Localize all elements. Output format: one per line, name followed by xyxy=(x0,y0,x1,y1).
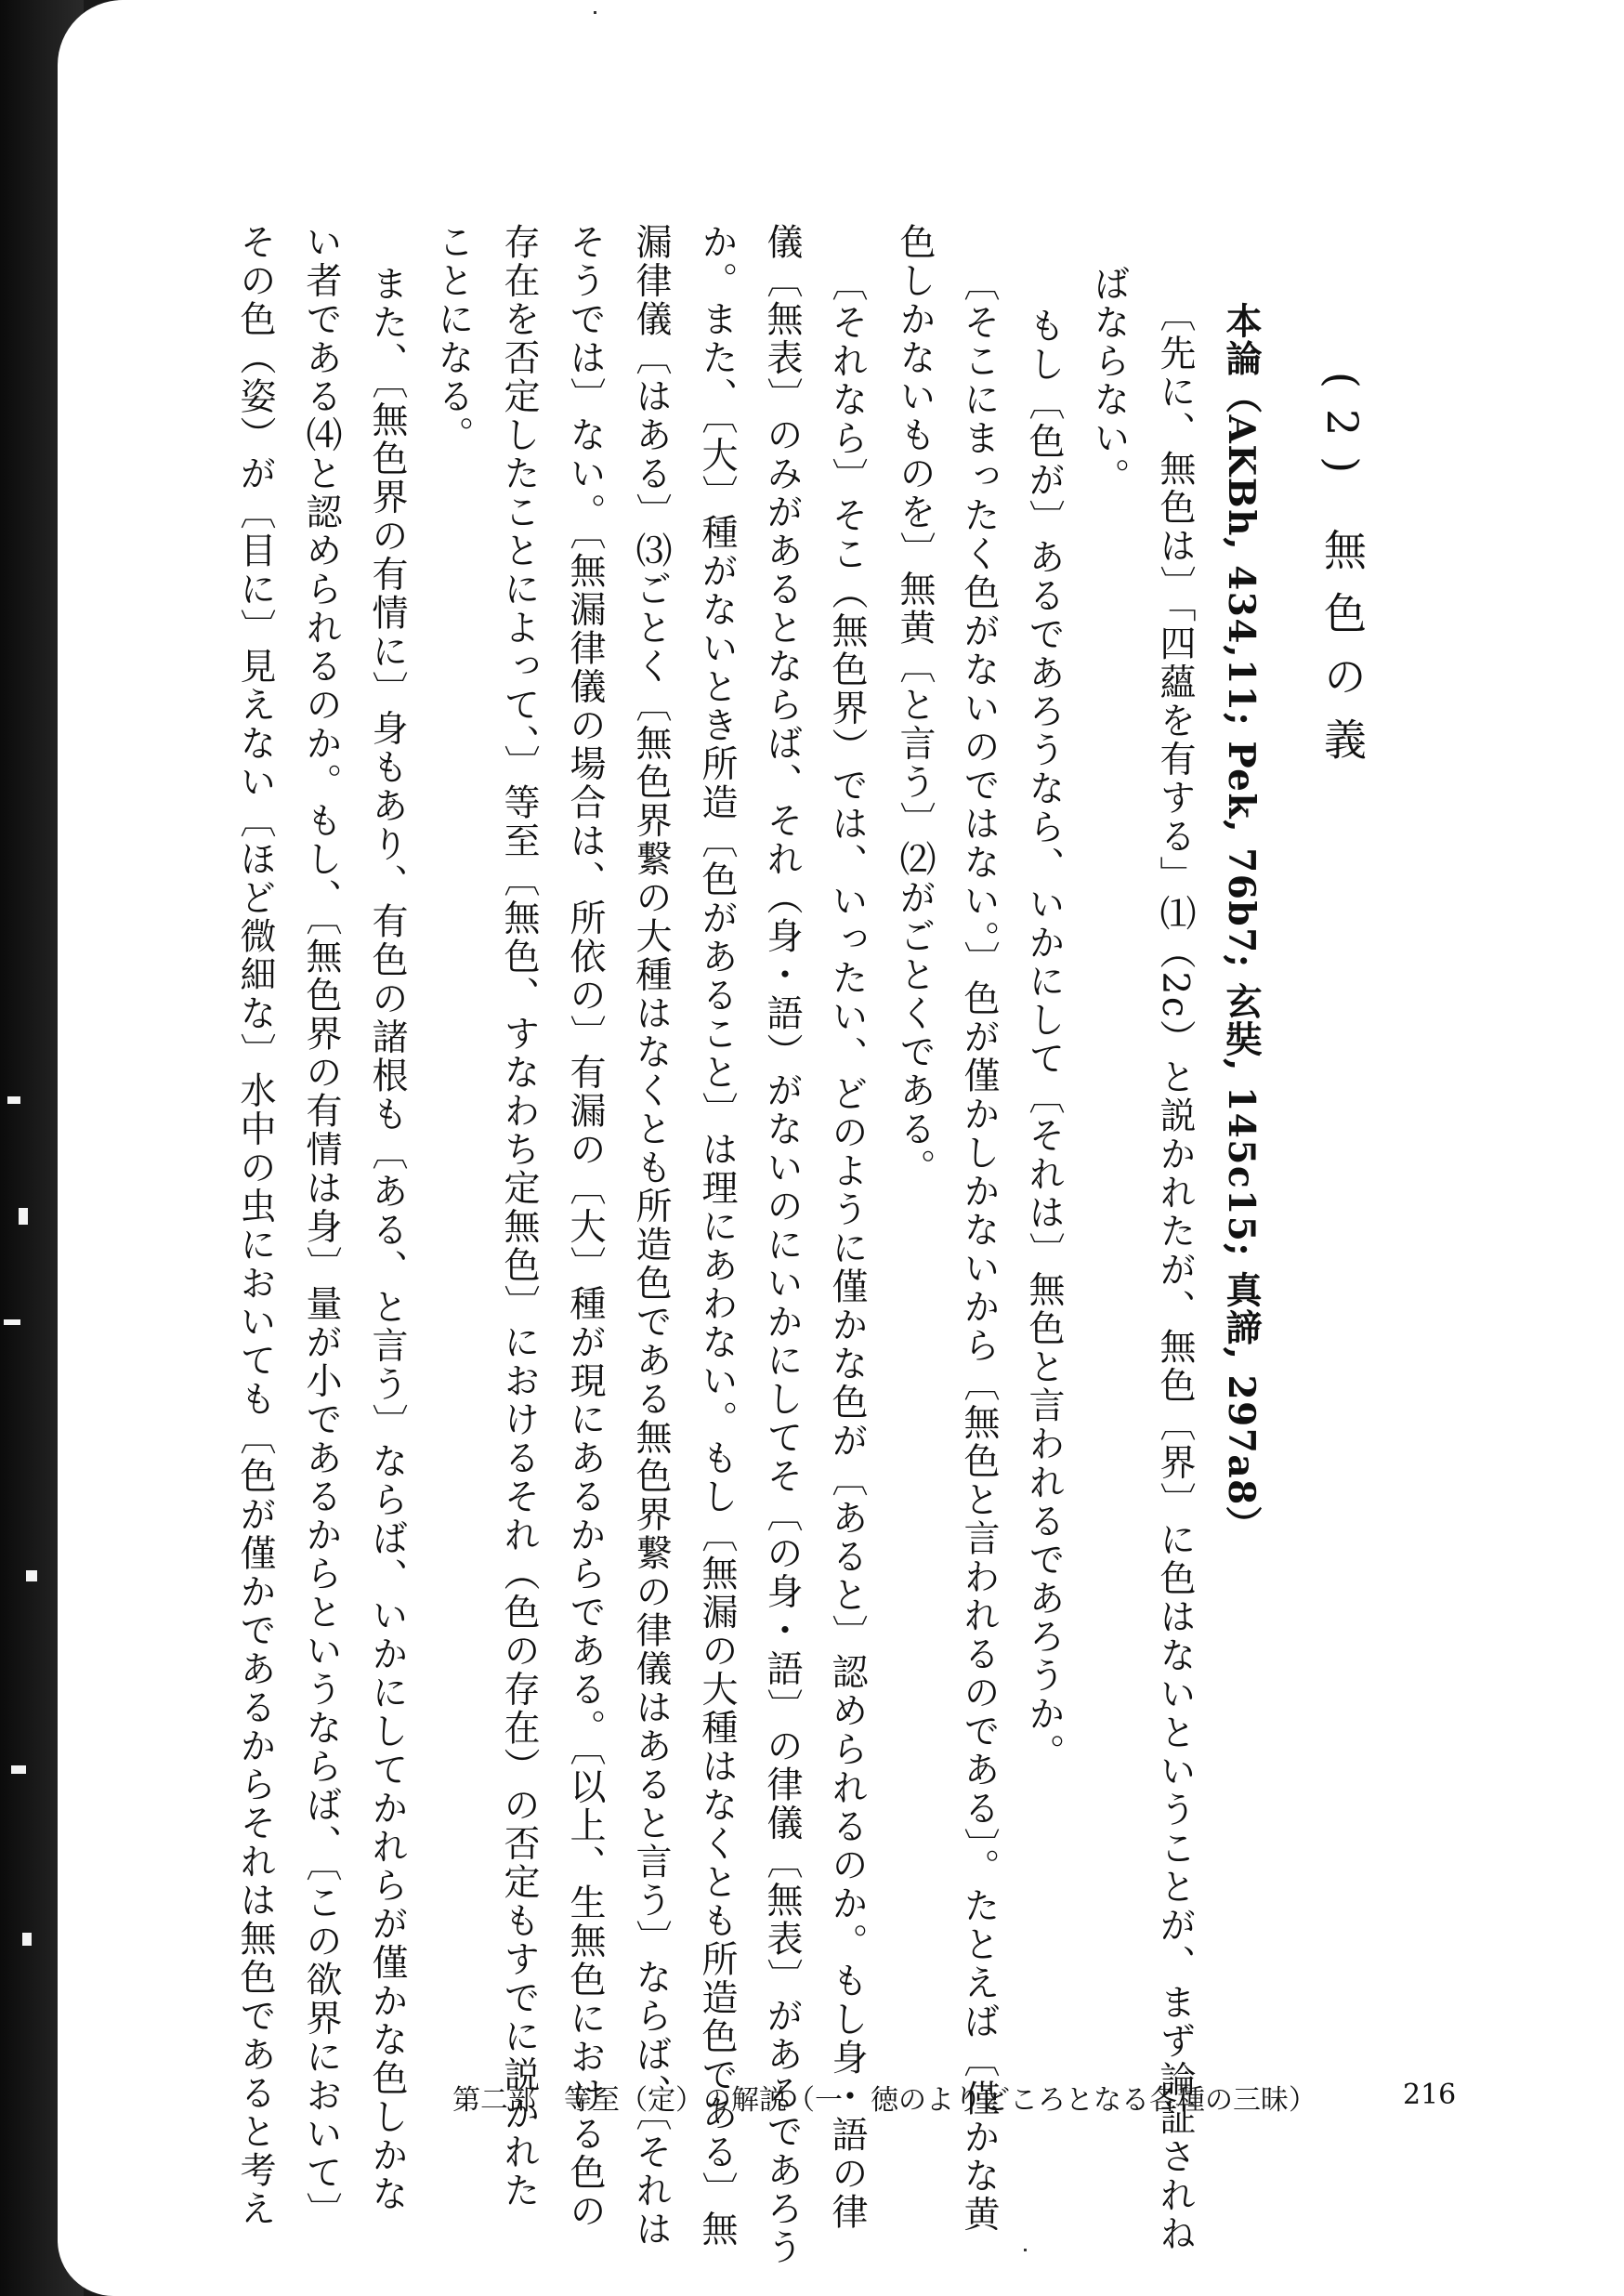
text-column: また、〔無色界の有情に〕身もあり、有色の諸根も〔ある、と言う〕ならば、いかにしてかれらが僅かな色しかな xyxy=(366,265,408,2213)
source-reference: 本論（AKBh, 434,11; Pek, 76b7; 玄奘, 145c15; 真諦, 297a8） xyxy=(1220,302,1263,1544)
text-column: か。また、〔大〕種がないとき所造〔色があること〕は理にあわない。もし〔無漏の大種はなくとも所造色である〕無 xyxy=(696,223,738,2249)
text-column: 〔それなら〕そこ（無色界）では、いったい、どのように僅かな色が〔あると〕認められるのか。もし身・語の律 xyxy=(826,265,868,2232)
text-column: 〔先に、無色は〕「四蘊を有する」⑴（2c）と説かれたが、無色〔界〕に色はないということが、まず論証されね xyxy=(1154,295,1196,2254)
running-footer: 第二部 等至（定）の解説（一 徳のよりどころとなる各種の三昧） xyxy=(452,2084,1316,2117)
text-column: その色（姿）が〔目に〕見えない〔ほど微細な〕水中の虫においても〔色が僅かであるからそれは無色であると考え xyxy=(234,223,276,2228)
text-column: もし〔色が〕あるであろうなら、いかにして〔それは〕無色と言われるであろうか。 xyxy=(1023,307,1065,1772)
scan-artifact xyxy=(19,1208,28,1225)
text-column: 存在を否定したことによって、〕等至〔無色、すなわち定無色〕におけるそれ（色の存在）の否定もすでに説かれた xyxy=(498,223,540,2211)
scan-artifact xyxy=(26,1570,37,1581)
text-column: 儀〔無表〕のみがあるとならば、それ（身・語）がないのにいかにしてそ〔の身・語〕の律儀〔無表〕があるであろう xyxy=(761,223,803,2267)
page-number: 216 xyxy=(1403,2079,1457,2111)
text-column: ばならない。 xyxy=(1088,265,1130,496)
paper-speck xyxy=(1024,2249,1027,2251)
text-column: 漏律儀〔はある〕⑶ごとく〔無色界繋の大種はなくとも所造色である無色界繋の律儀はあると言う〕ならば、〔それは xyxy=(630,223,672,2249)
paper-speck xyxy=(594,11,596,14)
text-column: い者である⑷と認められるのか。もし、〔無色界の有情は身〕量が小であるからというならば、〔この欲界において〕 xyxy=(300,223,342,2231)
scan-artifact xyxy=(7,1096,20,1104)
text-column: そうでは〕ない。〔無漏律儀の場合は、所依の〕有漏の〔大〕種が現にあるからである。〔以上、生無色における色の xyxy=(564,223,606,2231)
book-page xyxy=(58,0,1624,2296)
section-heading: (2) 無色の義 xyxy=(1317,372,1368,781)
scan-artifact xyxy=(22,1933,32,1946)
scan-artifact xyxy=(11,1765,26,1774)
text-column: 色しかないものを〕無黄〔と言う〕⑵がごとくである。 xyxy=(894,223,936,1187)
text-column: ことになる。 xyxy=(432,223,474,454)
text-column: 〔そこにまったく色がないのではない。〕色が僅かしかないから〔無色と言われるのである〕。たとえば〔僅かな黄 xyxy=(958,265,1000,2234)
scan-artifact xyxy=(4,1319,20,1325)
